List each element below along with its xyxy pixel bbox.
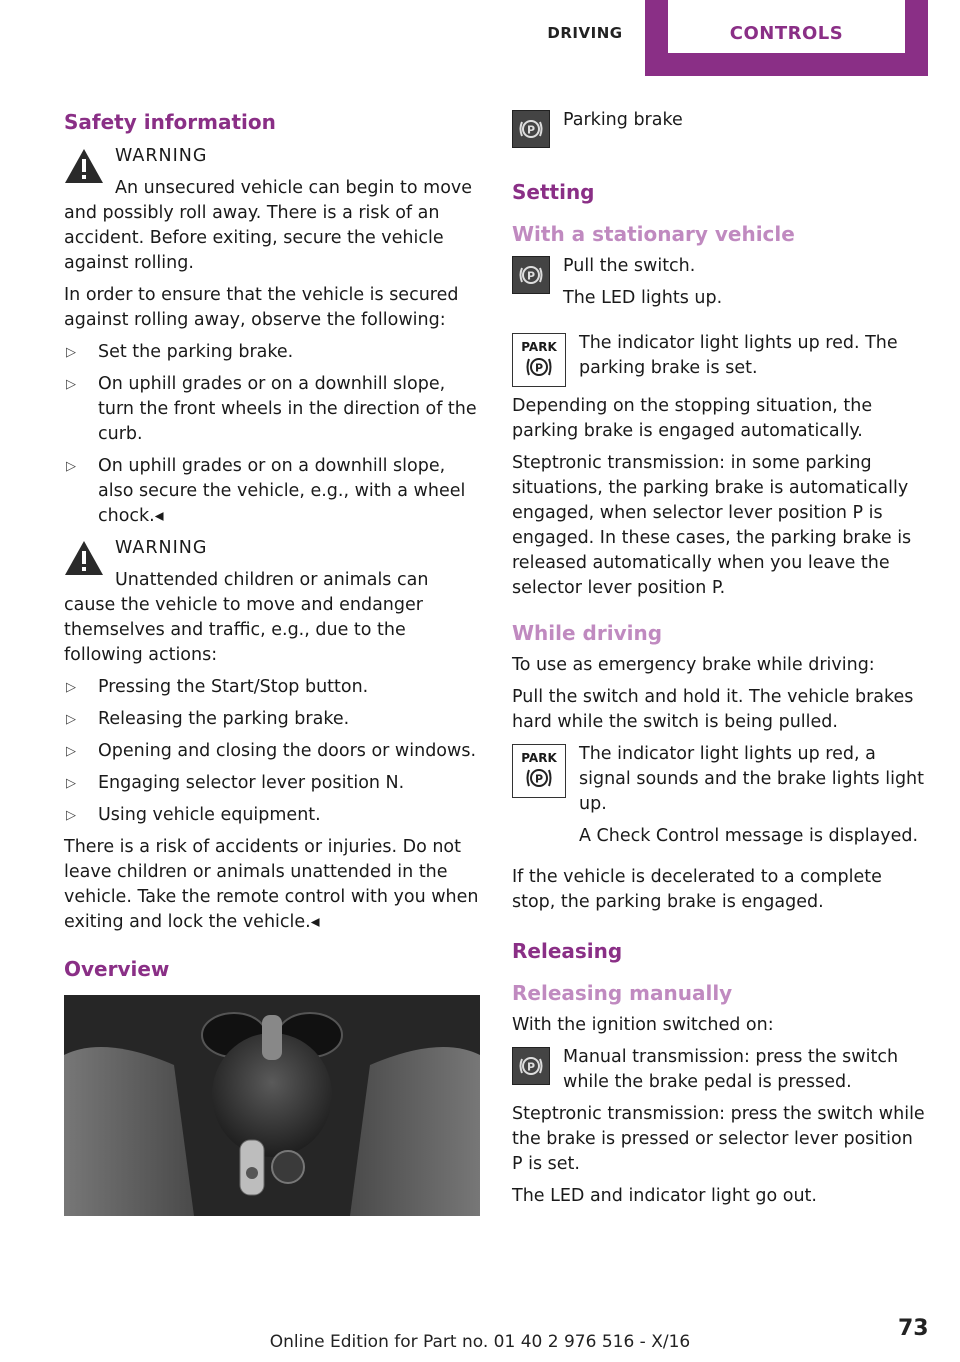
section-label: DRIVING bbox=[547, 24, 623, 42]
svg-text:P: P bbox=[526, 123, 536, 137]
releasing-manual-title: Releasing manually bbox=[512, 981, 733, 1005]
svg-text:P: P bbox=[526, 269, 536, 283]
triangle-bullet-icon: ▷ bbox=[66, 680, 76, 695]
ignition-text: With the ignition switched on: bbox=[512, 1015, 774, 1035]
stationary-title: With a stationary vehicle bbox=[512, 222, 795, 246]
releasing-title: Releasing bbox=[512, 939, 623, 963]
warning-text: Unattended children or animals can cause the vehicle to move and endanger themselves and traffic, e.g., due to the following actions: bbox=[64, 570, 429, 665]
triangle-bullet-icon: ▷ bbox=[66, 377, 76, 392]
triangle-bullet-icon: ▷ bbox=[66, 776, 76, 791]
parking-brake-switch-icon bbox=[512, 256, 550, 294]
check-control-text: A Check Control message is displayed. bbox=[579, 826, 919, 846]
list-item: ▷ Set the parking brake. bbox=[64, 340, 480, 365]
pull-switch-row bbox=[512, 254, 928, 311]
signal-row bbox=[512, 742, 928, 849]
emergency-text: To use as emergency brake while driving: bbox=[512, 655, 875, 675]
list-item: ▷ On uphill grades or on a downhill slope, also secure the vehicle, e.g., with a wheel chock.◂ bbox=[66, 456, 466, 526]
warning-title: WARNING bbox=[115, 146, 208, 166]
indicator-red-text: The indicator light lights up red. The parking brake is set. bbox=[579, 333, 898, 378]
triangle-bullet-icon: ▷ bbox=[66, 345, 76, 360]
intro-text: In order to ensure that the vehicle is secured against rolling away, observe the following: bbox=[64, 285, 459, 330]
pull-switch-text: Pull the switch. bbox=[563, 256, 696, 276]
setting-title: Setting bbox=[512, 180, 595, 204]
warning-block-2 bbox=[64, 536, 480, 668]
closing-text: There is a risk of accidents or injuries. Do not leave children or animals unattended in the vehicle. Take the remote control with you when exiting and lock the vehicle.◂ bbox=[64, 837, 479, 932]
footer-edition: Online Edition for Part no. 01 40 2 976 516 - X/16 bbox=[269, 1332, 691, 1352]
svg-text:P: P bbox=[526, 1060, 536, 1074]
center-console-photo bbox=[64, 995, 480, 1216]
safety-title: Safety information bbox=[64, 110, 276, 134]
indicator-row bbox=[512, 331, 928, 387]
list-item: ▷ Using vehicle equipment. bbox=[64, 803, 480, 828]
svg-text:P: P bbox=[534, 361, 544, 375]
triangle-bullet-icon: ▷ bbox=[66, 808, 76, 823]
auto-engage-text: Depending on the stopping situation, the parking brake is engaged automatically. bbox=[512, 396, 873, 441]
right-column bbox=[512, 108, 928, 1216]
led-text: The LED lights up. bbox=[563, 288, 723, 308]
steptronic-text: Steptronic transmission: in some parking situations, the parking brake is automatically engaged, when selector lever position P is engaged. In these cases, the parking brake is released automatically when you leave the selector lever position P. bbox=[512, 453, 912, 598]
parking-brake-switch-icon bbox=[512, 1047, 550, 1085]
children-list bbox=[64, 675, 480, 828]
indicator-signal-text: The indicator light lights up red, a signal sounds and the brake lights light up. bbox=[579, 744, 925, 814]
steptronic2-text: Steptronic transmission: press the switch while the brake is pressed or selector lever position P is set. bbox=[512, 1104, 925, 1174]
park-indicator-icon: PARK P bbox=[512, 333, 566, 387]
section-tab-label: CONTROLS bbox=[668, 0, 905, 53]
list-item: ▷ Releasing the parking brake. bbox=[64, 707, 480, 732]
page-number: 73 bbox=[898, 1316, 929, 1341]
triangle-bullet-icon: ▷ bbox=[66, 744, 76, 759]
warning-text: An unsecured vehicle can begin to move and possibly roll away. There is a risk of an accident. Before exiting, secure the vehicle against rolling. bbox=[64, 178, 473, 273]
parking-brake-switch-icon bbox=[512, 110, 550, 148]
section-tab bbox=[645, 0, 928, 76]
list-item: ▷ Opening and closing the doors or windows. bbox=[64, 739, 480, 764]
while-driving-title: While driving bbox=[512, 621, 663, 645]
pull-hold-text: Pull the switch and hold it. The vehicle brakes hard while the switch is being pulled. bbox=[512, 687, 914, 732]
decelerated-text: If the vehicle is decelerated to a complete stop, the parking brake is engaged. bbox=[512, 867, 882, 912]
warning-triangle-icon bbox=[64, 148, 104, 184]
triangle-bullet-icon: ▷ bbox=[66, 712, 76, 727]
left-column bbox=[64, 108, 480, 1224]
led-out-text: The LED and indicator light go out. bbox=[512, 1186, 817, 1206]
warning-block-1 bbox=[64, 144, 480, 276]
list-item: ▷ Pressing the Start/Stop button. bbox=[64, 675, 480, 700]
warning-title: WARNING bbox=[115, 538, 208, 558]
list-item: ▷ Engaging selector lever position N. bbox=[64, 771, 480, 796]
list-item: ▷ On uphill grades or on a downhill slope, turn the front wheels in the direction of the curb. bbox=[66, 374, 477, 444]
parking-brake-label-row bbox=[512, 108, 928, 148]
triangle-bullet-icon: ▷ bbox=[66, 459, 76, 474]
warning-triangle-icon bbox=[64, 540, 104, 576]
svg-text:P: P bbox=[534, 772, 544, 786]
overview-title: Overview bbox=[64, 957, 170, 981]
park-indicator-icon: PARK P bbox=[512, 744, 566, 798]
parking-brake-label: Parking brake bbox=[563, 110, 683, 130]
manual-trans-text: Manual transmission: press the switch while the brake pedal is pressed. bbox=[563, 1047, 899, 1092]
secure-list bbox=[64, 340, 480, 529]
manual-trans-row bbox=[512, 1045, 928, 1095]
